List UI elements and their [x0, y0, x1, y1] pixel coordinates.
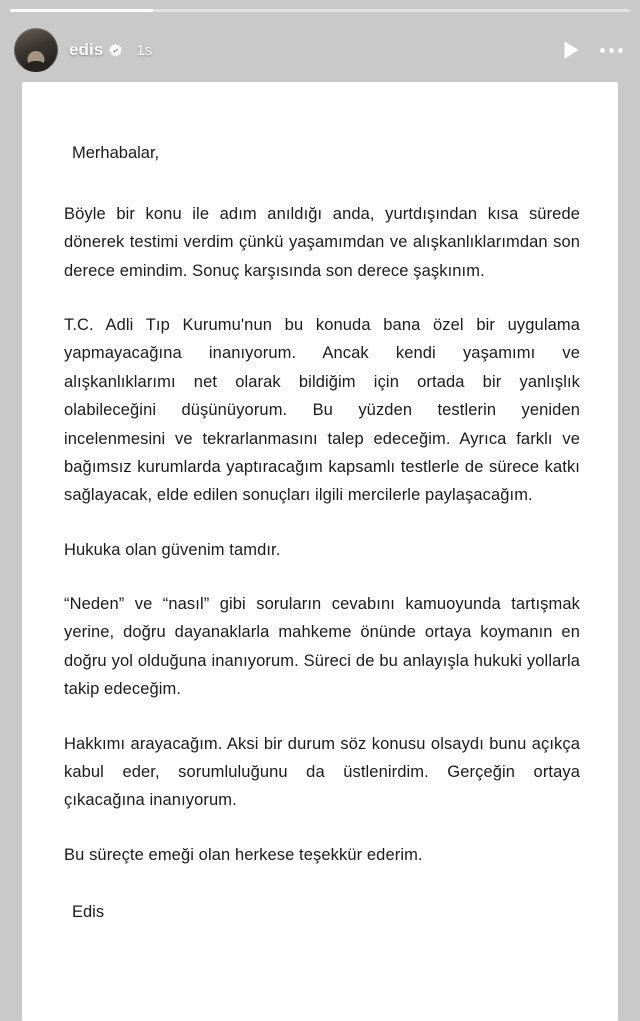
story-note-card — [22, 82, 618, 1021]
note-content — [22, 82, 618, 942]
note-greeting: Merhabalar, — [72, 144, 160, 162]
story-timestamp: 1s — [136, 41, 153, 59]
verified-badge-icon — [108, 43, 123, 58]
note-paragraph: “Neden” ve “nasıl” gibi soruların cevabını kamuoyunda tartışmak yerine, doğru dayanaklarla mahkeme önünde ortaya koymanın en doğru yol olduğuna inanıyorum. Süreci de bu anlayışla hukuki yollarla takip edeceğim. — [64, 595, 580, 699]
note-paragraph: Hakkımı arayacağım. Aksi bir durum söz konusu olsaydı bunu açıkça kabul eder, sorumluluğunu da üstlenirdim. Gerçeğin ortaya çıkacağına inanıyorum. — [64, 734, 580, 810]
note-paragraph: Bu süreçte emeği olan herkese teşekkür ederim. — [64, 845, 423, 864]
note-paragraph: Hukuka olan güvenim tamdır. — [64, 540, 281, 559]
story-progress-track — [10, 9, 630, 12]
more-options-icon[interactable] — [596, 35, 626, 65]
story-progress-fill — [10, 9, 153, 12]
story-progress-bar[interactable] — [10, 9, 630, 12]
play-icon[interactable] — [556, 35, 586, 65]
note-paragraph: Böyle bir konu ile adım anıldığı anda, yurtdışından kısa sürede dönerek testimi verdim çünkü yaşamımdan ve alışkanlıklarımdan son derece emindim. Sonuç karşısında son derece şaşkınım. — [64, 204, 580, 280]
username-label[interactable]: edis — [69, 40, 104, 59]
story-header — [0, 24, 640, 76]
note-signature: Edis — [72, 903, 105, 922]
avatar-body — [21, 61, 51, 72]
note-paragraph: T.C. Adli Tıp Kurumu'nun bu konuda bana özel bir uygulama yapmayacağına inanıyorum. Ancak kendi yaşamımı ve alışkanlıklarımı net olarak bildiğim için ortada bir yanlışlık olabileceğini düşünüyorum. Bu yüzden testlerin yeniden incelenmesini ve tekrarlanmasını talep edeceğim. Ayrıca farklı ve bağımsız kurumlarda yaptıracağım kapsamlı testlerle de sürece katkı sağlayacak, elde edilen sonuçları ilgili mercilerle paylaşacağım. — [64, 316, 580, 505]
profile-avatar[interactable] — [14, 28, 58, 72]
more-options-dots — [600, 48, 623, 53]
